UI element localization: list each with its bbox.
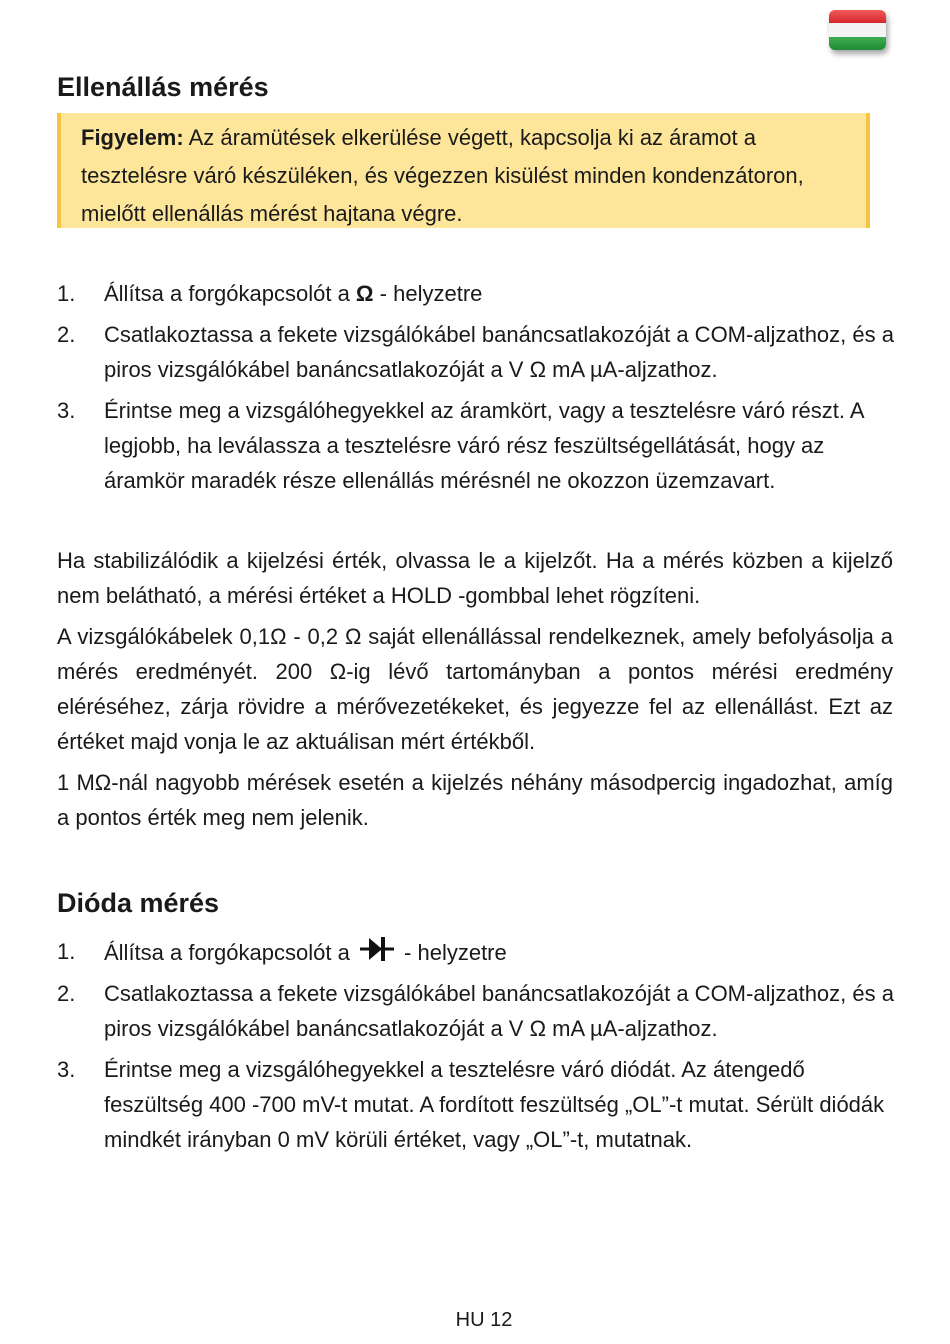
list-item: 2. Csatlakoztassa a fekete vizsgálókábel banáncsatlakozóját a COM-aljzathoz, és a piros vizsgálókábel banáncsatlakozóját a V Ω mA µA-aljzathoz. <box>57 981 894 1041</box>
hungarian-flag-icon <box>829 10 886 50</box>
diode-symbol-icon <box>360 934 394 964</box>
diode-steps <box>57 934 895 1163</box>
paragraph-lead-resistance: A vizsgálókábelek 0,1Ω - 0,2 Ω saját ellenállással rendelkeznek, amely befolyásolja a mérés eredményét. 200 Ω-ig lévő tartományban a pontos mérési eredmény eléréséhez, zárja rövidre a mérővezetékeket, és jegyezze fel az ellenállást. Ezt az értéket majd vonja le az aktuálisan mért értékből. <box>57 624 893 754</box>
section-title-diode: Dióda mérés <box>57 888 220 918</box>
page-number: HU 12 <box>455 1309 513 1331</box>
paragraph-megaohm: 1 MΩ-nál nagyobb mérések esetén a kijelzés néhány másodpercig ingadozhat, amíg a pontos érték meg nem jelenik. <box>57 770 893 830</box>
warning-text: Az áramütések elkerülése végett, kapcsolja ki az áramot a tesztelésre váró készüléken, és végezzen kisülést minden kondenzátoron, mielőtt ellenállás mérést hajtana végre. <box>81 125 804 226</box>
warning-box <box>57 113 870 228</box>
ohm-symbol: Ω <box>355 281 374 306</box>
list-item: 1. Állítsa a forgókapcsolót a - helyzetre <box>57 934 895 970</box>
resistance-steps <box>57 276 895 504</box>
warning-label: Figyelem: <box>81 125 184 150</box>
list-item: 2. Csatlakoztassa a fekete vizsgálókábel banáncsatlakozóját a COM-aljzathoz, és a piros vizsgálókábel banáncsatlakozóját a V Ω mA µA-aljzathoz. <box>57 322 894 382</box>
list-item: 1. Állítsa a forgókapcsolót a Ω - helyzetre <box>57 281 483 306</box>
section-title-resistance: Ellenállás mérés <box>57 72 269 102</box>
list-item: 3. Érintse meg a vizsgálóhegyekkel az áramkört, vagy a tesztelésre váró részt. A legjobb, ha leválassza a tesztelésre váró rész feszültségellátását, hogy az áramkör maradék része ellenállás mérésnél ne okozzon üzemzavart. <box>57 398 864 493</box>
list-item: 3. Érintse meg a vizsgálóhegyekkel a tesztelésre váró diódát. Az átengedő feszültség 400 -700 mV-t mutat. A fordított feszültség „OL”-t mutat. Sérült diódák mindkét irányban 0 mV körüli értéket, vagy „OL”-t, mutatnak. <box>57 1057 885 1152</box>
paragraph-hold: Ha stabilizálódik a kijelzési érték, olvassa le a kijelzőt. Ha a mérés közben a kijelző nem belátható, a mérési értéket a HOLD -gombbal lehet rögzíteni. <box>57 548 893 608</box>
